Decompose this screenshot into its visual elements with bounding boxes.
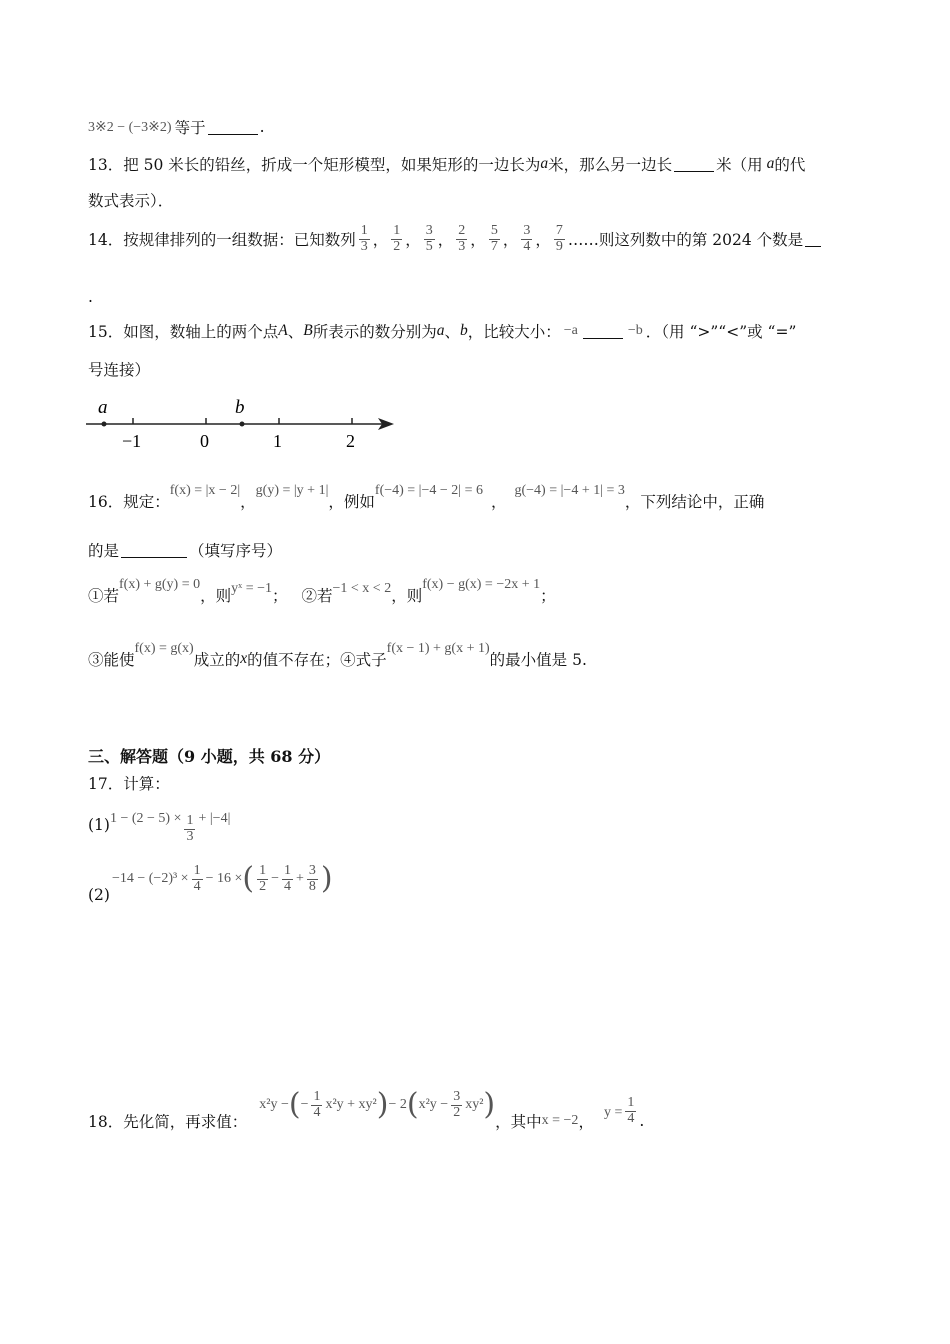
q16-conditions-1-2 (88, 577, 556, 606)
q13-text3: 米（用 (716, 156, 763, 174)
q18-lparen2: ( (406, 1087, 419, 1123)
q16-c2-result: f(x) − g(x) = −2x + 1 (422, 577, 541, 592)
q16-example-f: f(−4) = |−4 − 2| = 6 (374, 483, 483, 498)
q17-p2-frac1: $\frac{1}{2}$ (259, 863, 267, 894)
q18-text2: ，其中 (495, 1113, 542, 1132)
q18-rparen1: ) (376, 1087, 389, 1123)
q16-c2b: ，则 (391, 587, 423, 605)
q16-c4-expression: f(x − 1) + g(x + 1) (386, 641, 490, 656)
q16-example-g: g(−4) = |−4 + 1| = 3 (514, 483, 625, 498)
q16-c3b: 成立的 (193, 651, 241, 669)
question-13 (88, 153, 805, 175)
q18-expr-5: xy² (465, 1097, 484, 1113)
point-a (102, 422, 107, 427)
q16-text3: ，下列结论中，正确 (624, 493, 765, 511)
q14-answer-blank[interactable] (805, 232, 821, 247)
q14-fraction-2: $\frac{1}{2}$ (393, 223, 401, 254)
q16-c3c: 的值不存在；④式子 (247, 651, 387, 669)
q17-part2: (2) −14 − (−2)³ × $\frac{1}{4}$ − 16 × ( $\frac{1}{2}$ − $\frac{1}{4}$ + $\frac{3}{8}$ ) (88, 861, 333, 905)
q14-sequence (356, 224, 568, 254)
q14-comma: ， (470, 231, 486, 250)
tick-label-2: 2 (346, 431, 355, 451)
q12-end: . (259, 118, 265, 136)
q18-expr-2: x²y + xy² (325, 1097, 377, 1113)
q16-c1b: ，则 (200, 587, 232, 605)
number-line-figure (82, 395, 412, 455)
q18-cond-x: x = −2 (541, 1113, 579, 1129)
q14-fraction-5: $\frac{5}{7}$ (490, 223, 498, 254)
q18-rparen2: ) (483, 1087, 496, 1123)
q15-number: 15． (88, 323, 124, 341)
q15-var-a: a (436, 322, 445, 339)
q14-comma: ， (372, 231, 389, 250)
q14-comma: ， (437, 231, 454, 250)
q16-c4b: 的最小值是 5. (489, 651, 587, 669)
q14-comma: ， (405, 231, 421, 250)
q16-def-g: g(y) = |y + 1| (255, 483, 329, 498)
q17-p1-fraction: $\frac{1}{3}$ (186, 813, 194, 844)
q12-answer-blank[interactable] (208, 120, 258, 135)
q13-var-a2: a (766, 155, 775, 172)
q12-label: 等于 (174, 119, 206, 137)
q16-c1-condition: f(x) + g(y) = 0 (119, 577, 201, 592)
q15-answer-blank[interactable] (583, 324, 623, 339)
point-b (240, 422, 245, 427)
q15-right-expr: −b (627, 323, 643, 338)
q16-line2a: 的是 (88, 542, 120, 560)
q14-comma: ， (502, 231, 519, 250)
q16-c2a: ②若 (301, 587, 333, 605)
q18-text: 先化简，再求值： (123, 1113, 248, 1132)
q13-var-a: a (540, 155, 549, 172)
q17-p2-rparen: ) (320, 861, 333, 897)
q17-number: 17． (88, 775, 124, 793)
q16-c3a: ③能使 (88, 651, 135, 669)
question-15: 15． 如图，数轴上的两个点 A 、 B 所表示的数分别为 a 、 b ，比较大小： −a −b ．（用 “>”“<”或 “=” (88, 322, 797, 341)
q15-text3: ，比较大小： (467, 323, 561, 341)
q14-fraction-7: $\frac{7}{9}$ (555, 223, 563, 254)
q15-point-B: B (303, 322, 313, 339)
tick-label-0: 0 (200, 431, 209, 451)
q15-line2: 号连接） (88, 361, 151, 379)
q16-line2b: （填写序号） (189, 542, 283, 560)
q14-text2: ……则这列数中的第 2024 个数是 (567, 231, 804, 250)
q15-left-expr: −a (563, 323, 578, 338)
q17-p1-expr-b: + |−4| (198, 811, 231, 827)
section-3-title: 三、解答题（9 小题，共 68 分） (88, 747, 331, 766)
q16-c1a: ①若 (88, 587, 120, 605)
q12-tail (88, 116, 265, 138)
question-18: 18． 先化简，再求值： x²y − ( − $\frac{1}{4}$ x²y + xy² ) − 2 ( x²y − $\frac{3}{2}$ xy² ) ，其中 x = −2 ， y = $\frac{1}{4}$ . (88, 1087, 645, 1132)
q12-expression: 3※2 − (−3※2) (88, 119, 172, 135)
q16-line2 (88, 539, 282, 561)
q17-p2-frac3: $\frac{3}{8}$ (308, 863, 316, 894)
q18-cond-y: y = (603, 1105, 623, 1121)
question-16: 16． 规定： f(x) = |x − 2| ， g(y) = |y + 1| ，例如 f(−4) = |−4 − 2| = 6 ， g(−4) = |−4 + 1| = 3 ，下列结论中，正确 (88, 483, 765, 511)
label-b: b (235, 397, 245, 418)
tick-label-1: 1 (273, 431, 282, 451)
q17-p2-lparen: ( (242, 861, 255, 897)
q16-c1-result: yˣ = −1 (231, 581, 272, 596)
q16-text2: ，例如 (328, 493, 375, 511)
q17-p1-expr-a: 1 − (2 − 5) × (109, 811, 182, 827)
q14-number: 14． (88, 231, 124, 250)
q18-lparen1: ( (288, 1087, 301, 1123)
q16-answer-blank[interactable] (121, 543, 187, 558)
q15-text1: 如图，数轴上的两个点 (123, 323, 279, 341)
q15-var-b: b (459, 322, 468, 339)
q18-expr-3: − 2 (388, 1097, 407, 1113)
q17-part1 (88, 810, 231, 844)
q13-text2: 米，那么另一边长 (548, 156, 673, 174)
q13-text1: 把 50 米长的铅丝，折成一个矩形模型，如果矩形的一边长为 (123, 156, 541, 174)
question-14 (88, 224, 823, 254)
q15-text2: 所表示的数分别为 (312, 323, 437, 341)
q17-text: 计算： (123, 775, 170, 793)
q16-c2-condition: −1 < x < 2 (332, 581, 392, 596)
label-a: a (98, 397, 108, 418)
q14-fraction-6: $\frac{3}{4}$ (523, 223, 531, 254)
question-17 (88, 772, 170, 794)
q18-sep: ， (578, 1113, 594, 1132)
q17-p2-fraction: $\frac{1}{4}$ (193, 863, 201, 894)
q16-def-f: f(x) = |x − 2| (169, 483, 241, 498)
q13-number: 13． (88, 156, 124, 174)
q16-text1: 规定： (123, 493, 170, 511)
q18-number: 18． (88, 1113, 124, 1132)
q14-fraction-1: $\frac{1}{3}$ (360, 223, 368, 254)
q18-expr-4: x²y − (418, 1097, 449, 1113)
q16-c2c: ； (540, 587, 556, 605)
q15-point-A: A (278, 322, 288, 339)
q14-fraction-3: $\frac{3}{5}$ (425, 223, 433, 254)
q14-comma: ， (535, 231, 551, 250)
q16-c3-condition: f(x) = g(x) (134, 641, 194, 656)
q14-text1: 按规律排列的一组数据：已知数列 (123, 231, 356, 250)
q18-frac1: $\frac{1}{4}$ (313, 1089, 321, 1120)
q15-sep: 、 (287, 323, 304, 341)
q13-text4: 的代 (774, 156, 806, 174)
q14-fraction-4: $\frac{2}{3}$ (458, 223, 466, 254)
q16-number: 16． (88, 493, 124, 511)
q13-answer-blank[interactable] (674, 157, 714, 172)
q16-c3-var: x (240, 650, 248, 667)
q17-p1-label: (1) (88, 816, 110, 835)
q17-p2-frac2: $\frac{1}{4}$ (284, 863, 291, 894)
q18-frac-y: $\frac{1}{4}$ (627, 1095, 635, 1126)
q17-p2-label: (2) (88, 886, 110, 905)
q18-end: . (639, 1112, 645, 1131)
q16-c1c: ； (271, 587, 288, 605)
q15-text4: ．（用 “>”“<”或 “=” (645, 323, 797, 341)
q16-conditions-3-4 (88, 641, 587, 670)
q13-line2: 数式表示）． (88, 192, 174, 210)
q17-p2-expr-b: − 16 × (205, 871, 243, 887)
q18-frac2: $\frac{3}{2}$ (453, 1089, 461, 1120)
tick-label-minus1: −1 (122, 431, 142, 451)
q14-tail: . (88, 288, 93, 306)
q18-expr-1: x²y − (259, 1097, 289, 1113)
q17-p2-expr-a: −14 − (−2)³ × (111, 871, 189, 887)
